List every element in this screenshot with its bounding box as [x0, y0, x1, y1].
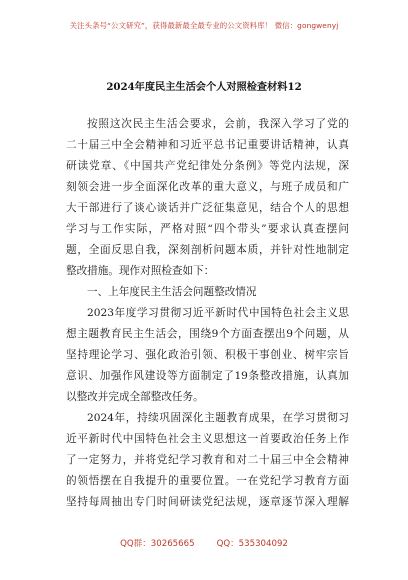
- footer-contact: [0, 537, 408, 549]
- paragraph-line: 按照这次民主生活会要求，会前，我深入学习了党的: [87, 118, 349, 130]
- qq-number-text: QQ：535304092: [216, 539, 288, 549]
- qq-group-text: QQ群：30265665: [120, 539, 195, 549]
- paragraph-line: 刻领会进一步全面深化改革的重大意义，与班子成员和广: [66, 181, 349, 193]
- document-body: [66, 114, 349, 513]
- paragraph-line: 坚持理论学习、强化政治引领、积极干事创业、树牢宗旨: [66, 349, 349, 361]
- paragraph-line: 近平新时代中国特色社会主义思想这一首要政治任务上作: [66, 433, 349, 445]
- paragraph-line: 以整改并完成全部整改任务。: [66, 391, 204, 403]
- paragraph-line: 题，全面反思自我，深刻剖析问题本质，并针对性地制定: [66, 244, 349, 256]
- paragraph-line: 二十届三中全会精神和习近平总书记重要讲话精神，认真: [66, 139, 349, 151]
- paragraph-line: 研读党章、《中国共产党纪律处分条例》等党内法规，深: [66, 160, 349, 172]
- paragraph-line: 的领悟摆在自我提升的重要位置。一在党纪学习教育方面: [66, 475, 349, 487]
- paragraph-line: 学习与工作实际，严格对照“四个带头”要求认真查摆问: [66, 223, 349, 235]
- paragraph-line: 想主题教育民主生活会，围绕9个方面查摆出9个问题，从: [66, 328, 349, 340]
- paragraph-line: 2024年，持续巩固深化主题教育成果，在学习贯彻习: [87, 412, 349, 424]
- section-heading: 一、上年度民主生活会问题整改情况: [87, 286, 257, 298]
- paragraph-line: 了一定努力，并将党纪学习教育和对二十届三中全会精神: [66, 454, 349, 466]
- paragraph-line: 大干部进行了谈心谈话并广泛征集意见，结合个人的思想: [66, 202, 349, 214]
- header-banner: 关注头条号“公文研究”，获得最新最全最专业的公文资料库！ 微信：gongwenyj: [69, 21, 339, 30]
- paragraph-line: 意识、加强作风建设等方面制定了19条整改措施，认真加: [66, 370, 349, 382]
- paragraph-line: 坚持每周抽出专门时间研读党纪法规，逐章逐节深入理解: [66, 496, 349, 508]
- paragraph-line: 2023年度学习贯彻习近平新时代中国特色社会主义思: [87, 307, 349, 319]
- paragraph-line: 整改措施。现作对照检查如下：: [66, 265, 215, 277]
- document-title: 2024年度民主生活会个人对照检查材料12: [106, 81, 302, 93]
